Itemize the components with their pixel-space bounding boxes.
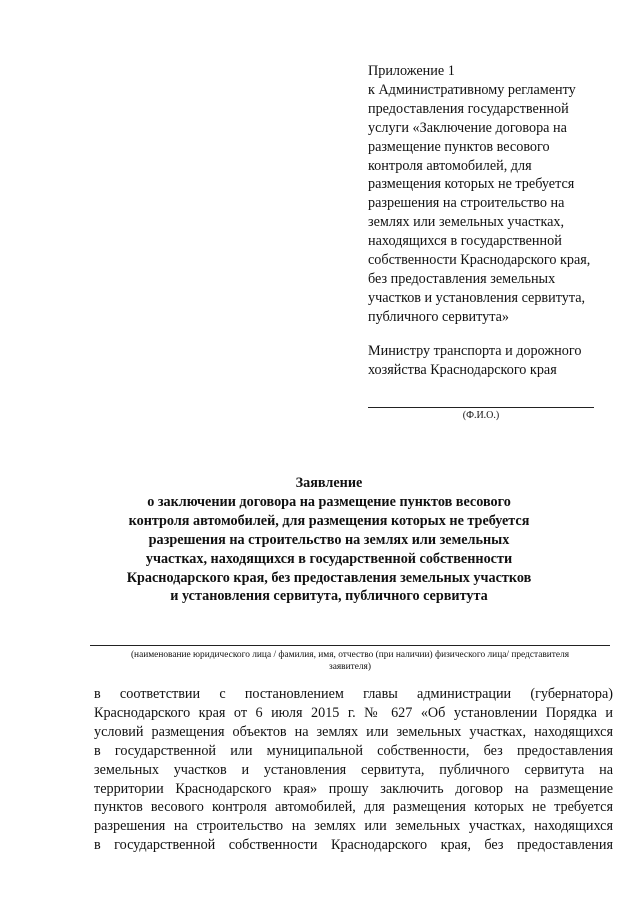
applicant-name-line[interactable]	[90, 645, 610, 646]
body-paragraph	[94, 685, 613, 855]
addressee-block	[368, 342, 618, 380]
body-line: пунктов весового контроля автомобилей, для размещения которых не требуется	[94, 799, 613, 816]
body-line: в государственной или муниципальной собственности, без предоставления	[94, 742, 613, 759]
appendix-line: находящихся в государственной	[368, 233, 562, 250]
appendix-line: размещения которых не требуется	[368, 176, 575, 193]
applicant-caption-line: заявителя)	[329, 662, 371, 673]
appendix-line: контроля автомобилей, для	[368, 157, 532, 174]
body-line: условий размещения объектов на землях или земельных участках, находящихся	[94, 723, 613, 740]
name-signature-caption: (Ф.И.О.)	[462, 410, 500, 421]
appendix-line: к Административному регламенту	[368, 81, 576, 98]
addressee-line: Министру транспорта и дорожного	[368, 343, 582, 359]
appendix-line: без предоставления земельных	[368, 270, 556, 287]
appendix-line: предоставления государственной	[368, 100, 569, 117]
body-line: в государственной собственности Краснодарского края, без предоставления	[94, 837, 613, 854]
appendix-line: участков и установления сервитута,	[368, 289, 586, 306]
appendix-line: разрешения на строительство на	[368, 195, 565, 212]
appendix-header	[368, 62, 618, 327]
body-line: территории Краснодарского края» прошу заключить договор на размещение	[94, 780, 613, 797]
title-line: Заявление	[295, 475, 363, 491]
title-line: участках, находящихся в государственной собственности	[145, 550, 513, 567]
title-line: Краснодарского края, без предоставления земельных участков	[126, 569, 532, 586]
title-line: и установления сервитута, публичного сервитута	[170, 588, 488, 605]
appendix-line: размещение пунктов весового	[368, 138, 550, 155]
appendix-line: услуги «Заключение договора на	[368, 119, 567, 136]
addressee-line: хозяйства Краснодарского края	[368, 361, 557, 378]
appendix-line: Приложение 1	[368, 63, 455, 79]
title-line: разрешения на строительство на землях или земельных	[148, 531, 510, 548]
body-line: в соответствии с постановлением главы администрации (губернатора)	[94, 686, 613, 702]
document-title	[80, 474, 578, 606]
title-line: контроля автомобилей, для размещения которых не требуется	[128, 512, 530, 529]
appendix-line: землях или земельных участках,	[368, 214, 565, 231]
appendix-line: публичного сервитута»	[368, 308, 509, 325]
body-line: Краснодарского края от 6 июля 2015 г. № 627 «Об установлении Порядка и	[94, 704, 613, 721]
name-signature-line[interactable]	[368, 407, 594, 408]
body-line: земельных участков и установления сервитута, публичного сервитута на	[94, 761, 613, 778]
body-line: разрешения на строительство на землях или земельных участках, находящихся	[94, 818, 613, 835]
applicant-name-caption	[90, 649, 610, 674]
applicant-caption-line: (наименование юридического лица / фамилия, имя, отчество (при наличии) физического лица/ представителя	[130, 650, 570, 660]
appendix-line: собственности Краснодарского края,	[368, 252, 591, 269]
title-line: о заключении договора на размещение пунктов весового	[147, 493, 511, 510]
